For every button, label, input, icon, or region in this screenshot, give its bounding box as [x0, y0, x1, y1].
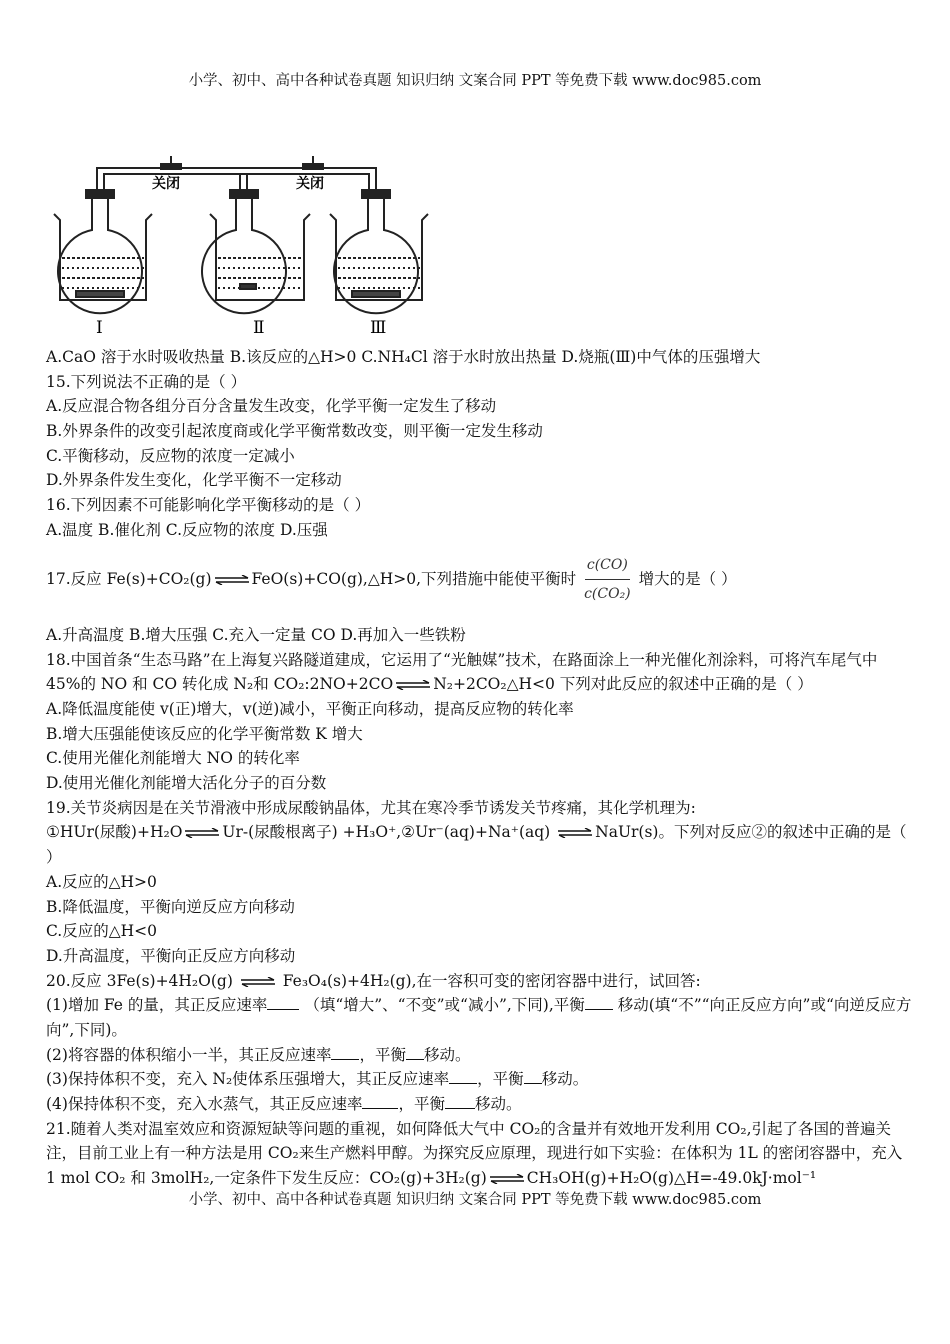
answer-blank[interactable]	[406, 1043, 424, 1060]
q19-part3: NaUr(s)。下列对反应②的叙述中正确的是（ ）	[46, 823, 907, 867]
q15-option-c: C.平衡移动，反应物的浓度一定减小	[46, 446, 295, 465]
q18-stem-part1: 18.中国首条“生态马路”在上海复兴路隧道建成，它运用了“光触媒”技术，在路面涂上一种光催化剂涂料，可将汽车尾气中 45%的 NO 和 CO 转化成 N₂和 CO₂:2NO+2CO	[46, 650, 878, 694]
valve-label-left: 关闭	[152, 176, 180, 192]
q18-option-b: B.增大压强能使该反应的化学平衡常数 K 增大	[46, 724, 363, 743]
q18-stem	[46, 648, 912, 697]
q21-text-b: CH₃OH(g)+H₂O(g)△H=-49.0kJ·mol⁻¹	[526, 1169, 817, 1188]
equilibrium-arrow-icon	[557, 828, 593, 838]
q20-sub1	[46, 993, 912, 1042]
q20-sub1-text: （填“增大”、“不变”或“减小”,下同),平衡	[304, 996, 585, 1015]
answer-blank[interactable]	[362, 1092, 398, 1109]
q15-option-a: A.反应混合物各组分百分含量发生改变，化学平衡一定发生了移动	[46, 397, 497, 416]
equilibrium-arrow-icon	[240, 977, 276, 987]
page-header: 小学、初中、高中各种试卷真题 知识归纳 文案合同 PPT 等免费下载 www.doc985.com	[188, 73, 762, 89]
answer-blank[interactable]	[585, 993, 613, 1010]
q16-options: A.温度 B.催化剂 C.反应物的浓度 D.压强	[46, 520, 328, 539]
q17-products: FeO(s)+CO(g),△H>0,下列措施中能使平衡时	[251, 570, 577, 589]
q19-option-d: D.升高温度，平衡向正反应方向移动	[46, 946, 296, 965]
q18-option-a: A.降低温度能使 v(正)增大，v(逆)减小，平衡正向移动，提高反应物的转化率	[46, 700, 574, 718]
q19-mechanism	[46, 820, 912, 869]
q19-option-b: B.降低温度，平衡向逆反应方向移动	[46, 897, 295, 916]
answer-blank[interactable]	[267, 993, 299, 1010]
equilibrium-arrow-icon	[489, 1174, 525, 1184]
valve-label-right: 关闭	[296, 176, 324, 192]
q17-stem	[46, 543, 912, 623]
q20-stem-b: Fe₃O₄(s)+4H₂(g),在一容积可变的密闭容器中进行，试回答:	[282, 971, 701, 990]
apparatus-figure	[40, 150, 440, 345]
q21-text-a: 21.随着人类对温室效应和资源短缺等问题的重视，如何降低大气中 CO₂的含量并有效地开发利用 CO₂,引起了各国的普遍关注，目前工业上有一种方法是用 CO₂来生产燃料甲醇。为探究反应原理，现进行如下实验：在体积为 1L 的密闭容器中，充入 1 mol CO₂ 和 3molH₂,一定条件下发生反应：CO₂(g)+3H₂(g)	[46, 1119, 903, 1188]
answer-blank[interactable]	[445, 1092, 475, 1109]
q20-sub4-text: (4)保持体积不变，充入水蒸气，其正反应速率	[46, 1095, 363, 1114]
q17-number: 17.反应	[46, 570, 102, 589]
q20-sub4	[46, 1092, 912, 1117]
q20-sub2-text: (2)将容器的体积缩小一半，其正反应速率	[46, 1045, 332, 1064]
q18-option-d: D.使用光催化剂能增大活化分子的百分数	[46, 774, 327, 793]
q20-sub2-text: ，平衡	[359, 1045, 406, 1064]
flask-3	[330, 190, 428, 313]
flask-2	[202, 190, 310, 313]
flask-label-2: Ⅱ	[253, 318, 265, 338]
q20-sub3-text: 移动。	[541, 1070, 589, 1089]
q15-option-b: B.外界条件的改变引起浓度商或化学平衡常数改变，则平衡一定发生移动	[46, 422, 543, 441]
q19-intro: 19.关节炎病因是在关节滑液中形成尿酸钠晶体，尤其在寒冷季节诱发关节疼痛，其化学机理为:	[46, 798, 696, 817]
page-footer: 小学、初中、高中各种试卷真题 知识归纳 文案合同 PPT 等免费下载 www.doc985.com	[188, 1192, 762, 1208]
q20-sub2-text: 移动。	[423, 1045, 471, 1064]
q21-stem	[46, 1117, 912, 1191]
equilibrium-arrow-icon	[184, 828, 220, 838]
q20-sub3-text: ，平衡	[477, 1070, 524, 1089]
q16-stem: 16.下列因素不可能影响化学平衡移动的是（ ）	[46, 496, 371, 515]
q17-fraction-denominator: c(CO₂)	[584, 586, 631, 603]
q17-options: A.升高温度 B.增大压强 C.充入一定量 CO D.再加入一些铁粉	[46, 625, 466, 644]
q18-stem-part2: N₂+2CO₂△H<0 下列对此反应的叙述中正确的是（ ）	[433, 675, 813, 694]
flask-1	[54, 190, 152, 313]
equilibrium-arrow-icon	[395, 680, 431, 690]
equilibrium-arrow-icon	[214, 575, 250, 585]
question-content	[46, 345, 912, 1191]
flask-label-1: Ⅰ	[96, 318, 103, 338]
flask-label-3: Ⅲ	[370, 318, 387, 338]
q15-option-d: D.外界条件发生变化，化学平衡不一定移动	[46, 471, 342, 490]
q20-sub3	[46, 1067, 912, 1092]
q20-sub4-text: ，平衡	[398, 1095, 445, 1114]
q20-stem	[46, 969, 912, 994]
q20-sub2	[46, 1043, 912, 1068]
answer-blank[interactable]	[331, 1043, 359, 1060]
q15-stem: 15.下列说法不正确的是（ ）	[46, 372, 247, 391]
q17-fraction	[584, 553, 631, 607]
q20-stem-a: 20.反应 3Fe(s)+4H₂O(g)	[46, 971, 233, 990]
q19-option-a: A.反应的△H>0	[46, 872, 157, 891]
q17-reactants: Fe(s)+CO₂(g)	[106, 570, 212, 589]
q14-options: A.CaO 溶于水时吸收热量 B.该反应的△H>0 C.NH₄Cl 溶于水时放出热量 D.烧瓶(Ⅲ)中气体的压强增大	[46, 348, 761, 366]
q20-sub3-text: (3)保持体积不变，充入 N₂使体系压强增大，其正反应速率	[46, 1070, 450, 1089]
q17-fraction-numerator: c(CO)	[585, 553, 630, 581]
q17-tail: 增大的是（ ）	[638, 570, 737, 589]
q19-option-c: C.反应的△H<0	[46, 922, 158, 941]
q19-part1: ①HUr(尿酸)+H₂O	[46, 823, 183, 842]
q20-sub1-text: (1)增加 Fe 的量，其正反应速率	[46, 996, 268, 1015]
q20-sub4-text: 移动。	[474, 1095, 522, 1114]
q20-sub1-text: 移动(填“不”“向正反应方向”或“向逆反应方向”,下同)。	[46, 996, 912, 1039]
q18-option-c: C.使用光催化剂能增大 NO 的转化率	[46, 749, 300, 768]
valve-left	[160, 156, 182, 170]
answer-blank[interactable]	[449, 1067, 477, 1084]
q19-part2: Ur-(尿酸根离子) +H₃O⁺,②Ur⁻(aq)+Na⁺(aq)	[222, 823, 551, 842]
answer-blank[interactable]	[524, 1067, 542, 1084]
valve-right	[302, 156, 324, 170]
